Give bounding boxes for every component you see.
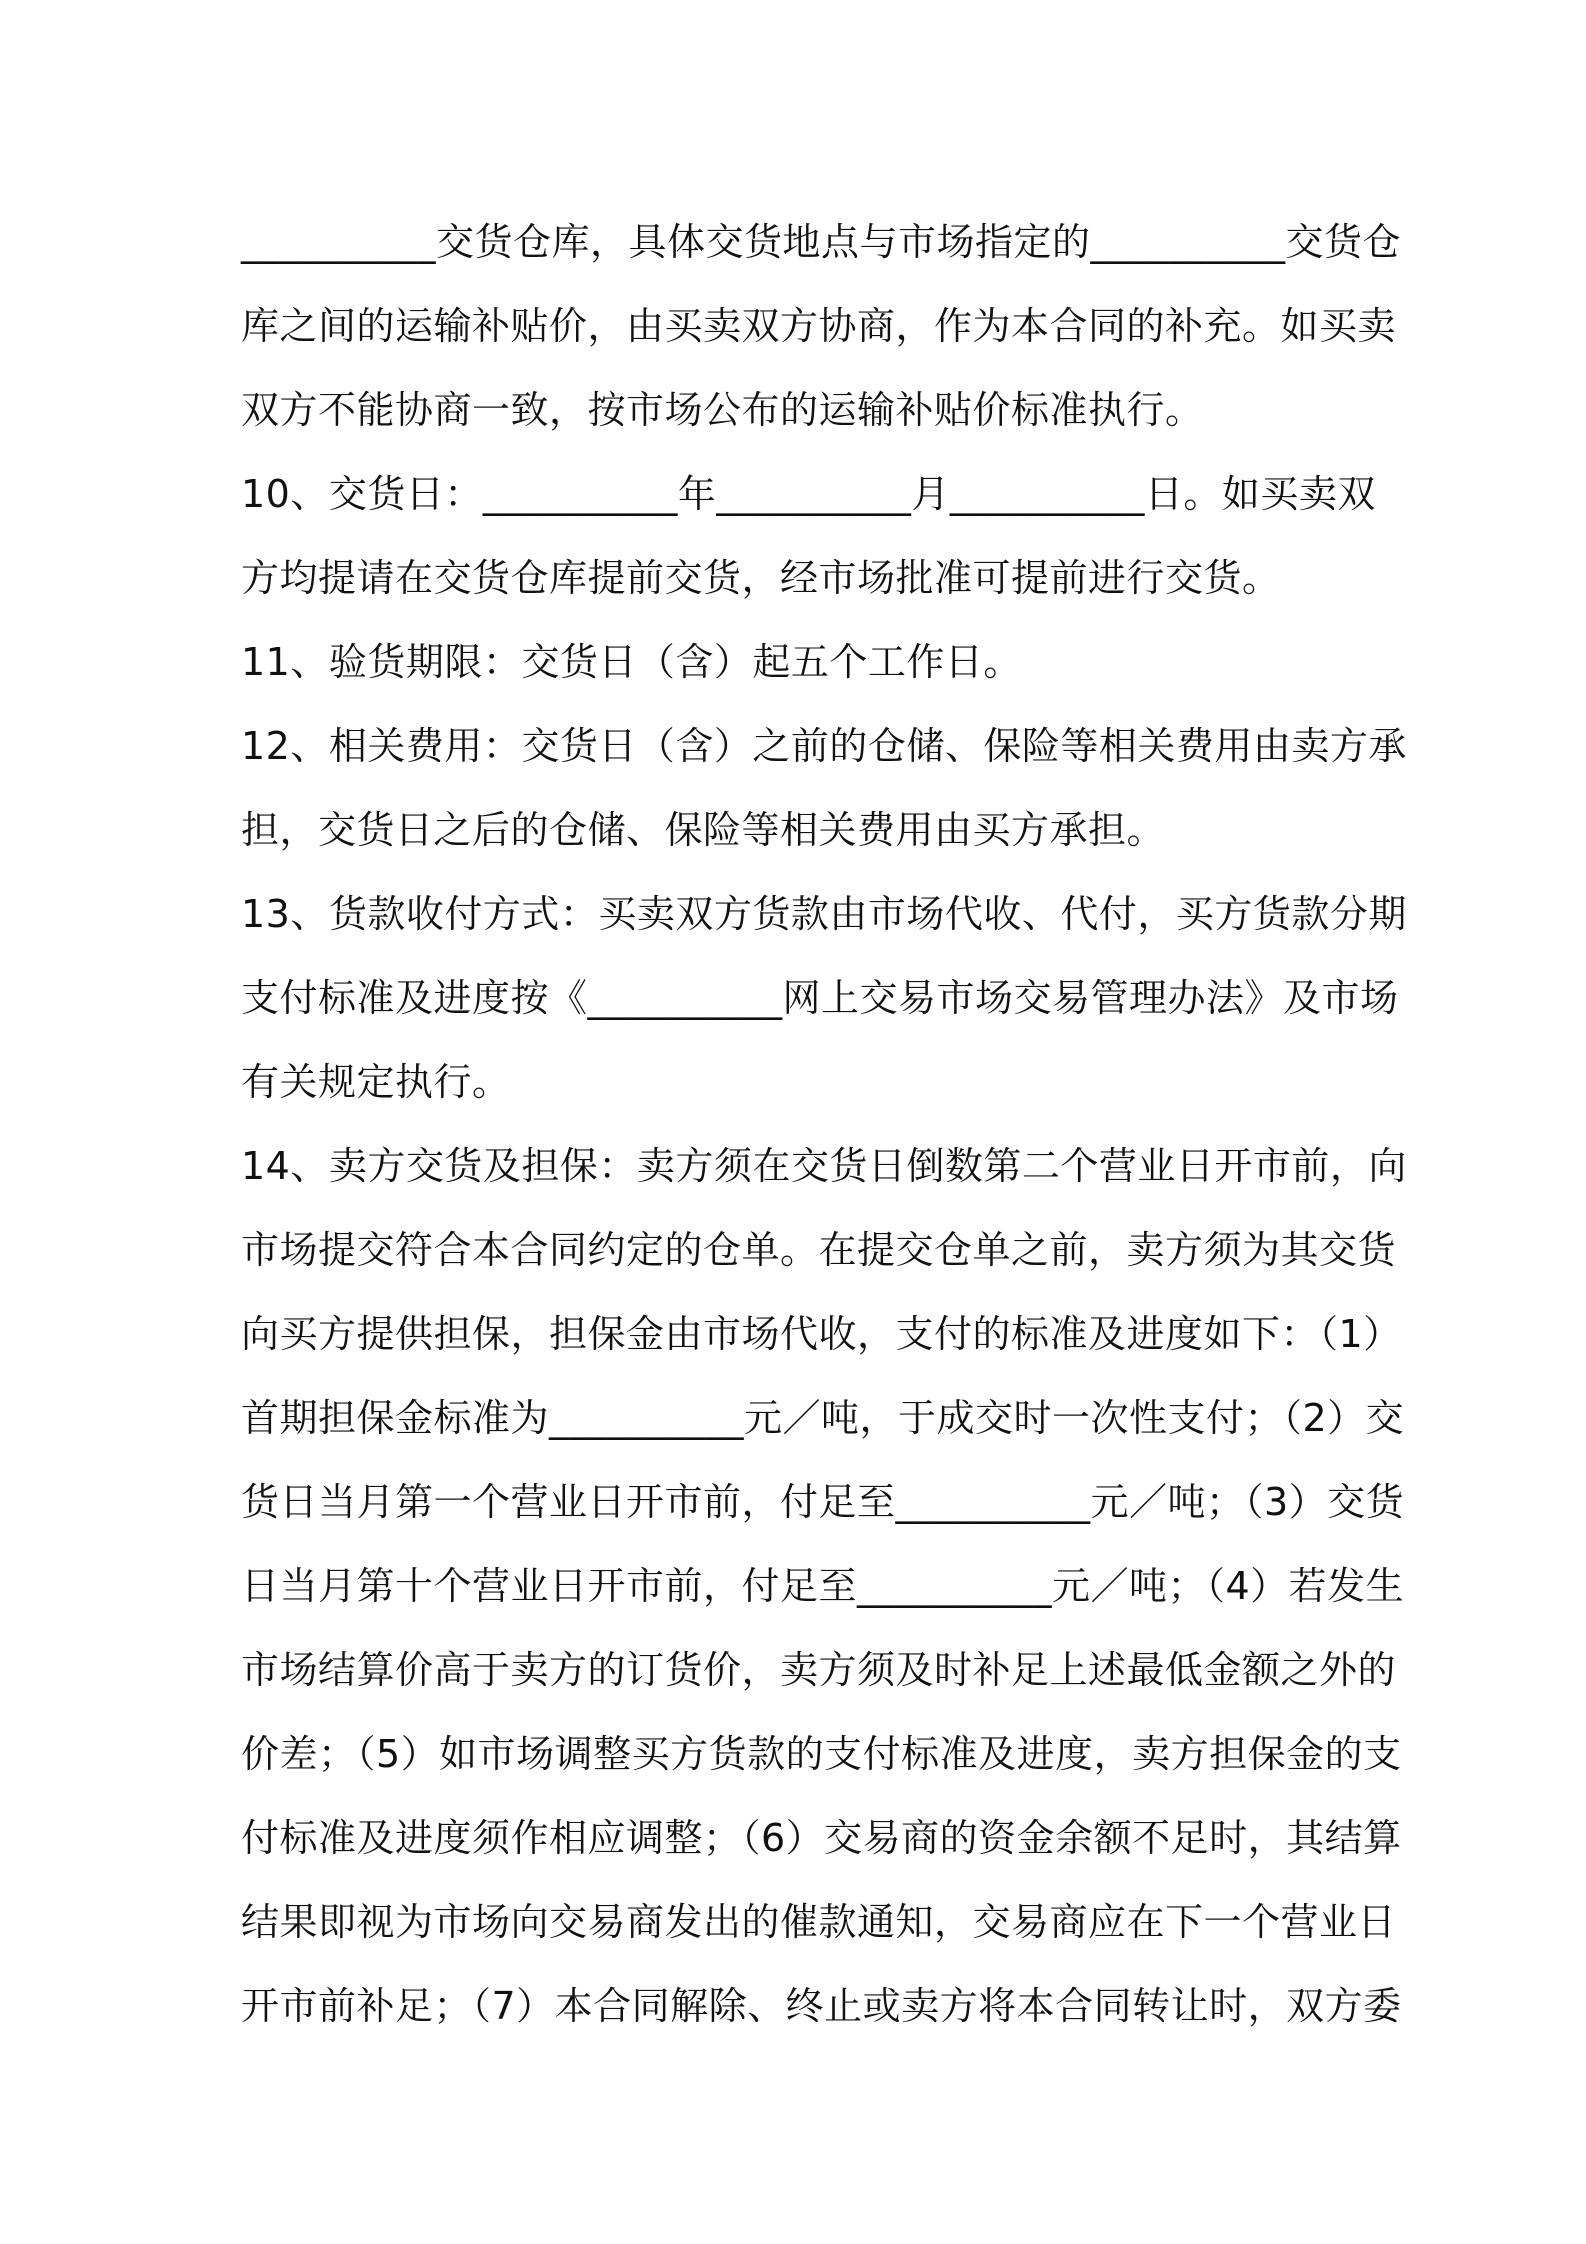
text-line: 11、验货期限：交货日（含）起五个工作日。 bbox=[241, 640, 1022, 684]
text-line: 支付标准及进度按《__________网上交易市场交易管理办法》及市场 bbox=[241, 976, 1399, 1020]
text-line: 向买方提供担保，担保金由市场代收，支付的标准及进度如下：（1） bbox=[241, 1312, 1402, 1356]
text-line: 货日当月第一个营业日开市前，付足至__________元／吨；（3）交货 bbox=[241, 1480, 1405, 1524]
text-line: 10、交货日：__________年__________月__________日。如买卖双 bbox=[241, 472, 1376, 516]
text-line: __________交货仓库，具体交货地点与市场指定的__________交货仓 bbox=[241, 220, 1402, 264]
text-line: 13、货款收付方式：买卖双方货款由市场代收、代付，买方货款分期 bbox=[241, 892, 1407, 936]
text-line: 价差；（5）如市场调整买方货款的支付标准及进度，卖方担保金的支 bbox=[241, 1732, 1402, 1776]
text-line: 库之间的运输补贴价，由买卖双方协商，作为本合同的补充。如买卖 bbox=[241, 304, 1397, 348]
text-line: 首期担保金标准为__________元／吨，于成交时一次性支付；（2）交 bbox=[241, 1396, 1405, 1440]
text-line: 14、卖方交货及担保：卖方须在交货日倒数第二个营业日开市前，向 bbox=[241, 1144, 1407, 1188]
text-line: 有关规定执行。 bbox=[241, 1060, 511, 1104]
document-body bbox=[241, 200, 1407, 2048]
text-line: 双方不能协商一致，按市场公布的运输补贴价标准执行。 bbox=[241, 388, 1204, 432]
text-line: 12、相关费用：交货日（含）之前的仓储、保险等相关费用由卖方承 bbox=[241, 724, 1407, 768]
text-line: 方均提请在交货仓库提前交货，经市场批准可提前进行交货。 bbox=[241, 556, 1281, 600]
text-line: 市场提交符合本合同约定的仓单。在提交仓单之前，卖方须为其交货 bbox=[241, 1228, 1397, 1272]
text-line: 结果即视为市场向交易商发出的催款通知，交易商应在下一个营业日 bbox=[241, 1900, 1397, 1944]
text-line: 市场结算价高于卖方的订货价，卖方须及时补足上述最低金额之外的 bbox=[241, 1648, 1397, 1692]
text-line: 开市前补足；（7）本合同解除、终止或卖方将本合同转让时，双方委 bbox=[241, 1984, 1402, 2028]
text-line: 付标准及进度须作相应调整；（6）交易商的资金余额不足时，其结算 bbox=[241, 1816, 1402, 1860]
text-line: 日当月第十个营业日开市前，付足至__________元／吨；（4）若发生 bbox=[241, 1564, 1405, 1608]
text-line: 担，交货日之后的仓储、保险等相关费用由买方承担。 bbox=[241, 808, 1166, 852]
